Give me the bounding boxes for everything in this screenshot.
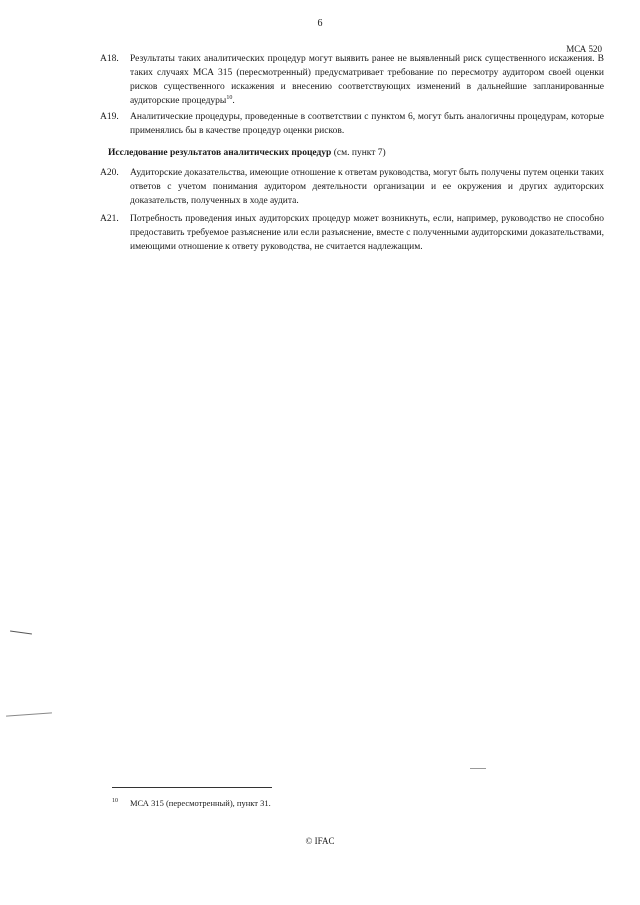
paragraph-number: А21. xyxy=(100,214,119,224)
page-number: 6 xyxy=(317,18,323,29)
paragraph-text: Аналитические процедуры, проведенные в соответствии с пунктом 6, могут быть аналогичны процедурам, которые применялись бы в качестве процедур оценки рисков. xyxy=(130,112,604,136)
document-code: МСА 520 xyxy=(566,44,602,54)
scan-speck xyxy=(6,712,52,716)
copyright: © IFAC xyxy=(305,836,335,846)
footnote-mark: 10 xyxy=(112,798,118,805)
paragraph-text: Аудиторские доказательства, имеющие отношение к ответам руководства, могут быть получены путем оценки таких ответов с учетом понимания аудитором деятельности организации и ее окружения и других аудиторских доказательств, полученных в ходе аудита. xyxy=(130,168,604,206)
paragraph-a20 xyxy=(100,166,604,208)
paragraph-a19 xyxy=(100,110,604,138)
scan-speck xyxy=(470,768,486,769)
paragraph-a21 xyxy=(100,212,604,254)
paragraph-number: А19. xyxy=(100,112,119,122)
footnote-text: МСА 315 (пересмотренный), пункт 31. xyxy=(130,798,271,808)
paragraph-text: Потребность проведения иных аудиторских процедур может возникнуть, если, например, руководство не способно предоставить требуемое разъяснение или если разъяснение, вместе с полученными аудиторскими доказательствами, имеющими отношение к ответу руководства, не считается надлежащим. xyxy=(130,214,604,252)
paragraph-text: Результаты таких аналитических процедур могут выявить ранее не выявленный риск существенного искажения. В таких случаях МСА 315 (пересмотренный) предусматривает требование по пересмотру аудитором своей оценки рисков существенного искажения и внесению соответствующих изменений в дальнейшие запланированные аудиторские процедуры$^{10}$. xyxy=(130,54,604,106)
paragraph-number: А20. xyxy=(100,168,119,178)
section-heading-title: Исследование результатов аналитических процедур xyxy=(108,148,332,158)
paragraph-a18 xyxy=(100,52,604,108)
section-heading xyxy=(108,148,386,158)
paragraph-number: А18. xyxy=(100,54,119,64)
footnote-separator xyxy=(112,787,272,788)
footnote xyxy=(112,798,271,808)
footnote-ref[interactable]: 10 xyxy=(226,94,233,101)
scan-speck xyxy=(10,630,32,634)
section-heading-ref: (см. пункт 7) xyxy=(333,148,386,158)
